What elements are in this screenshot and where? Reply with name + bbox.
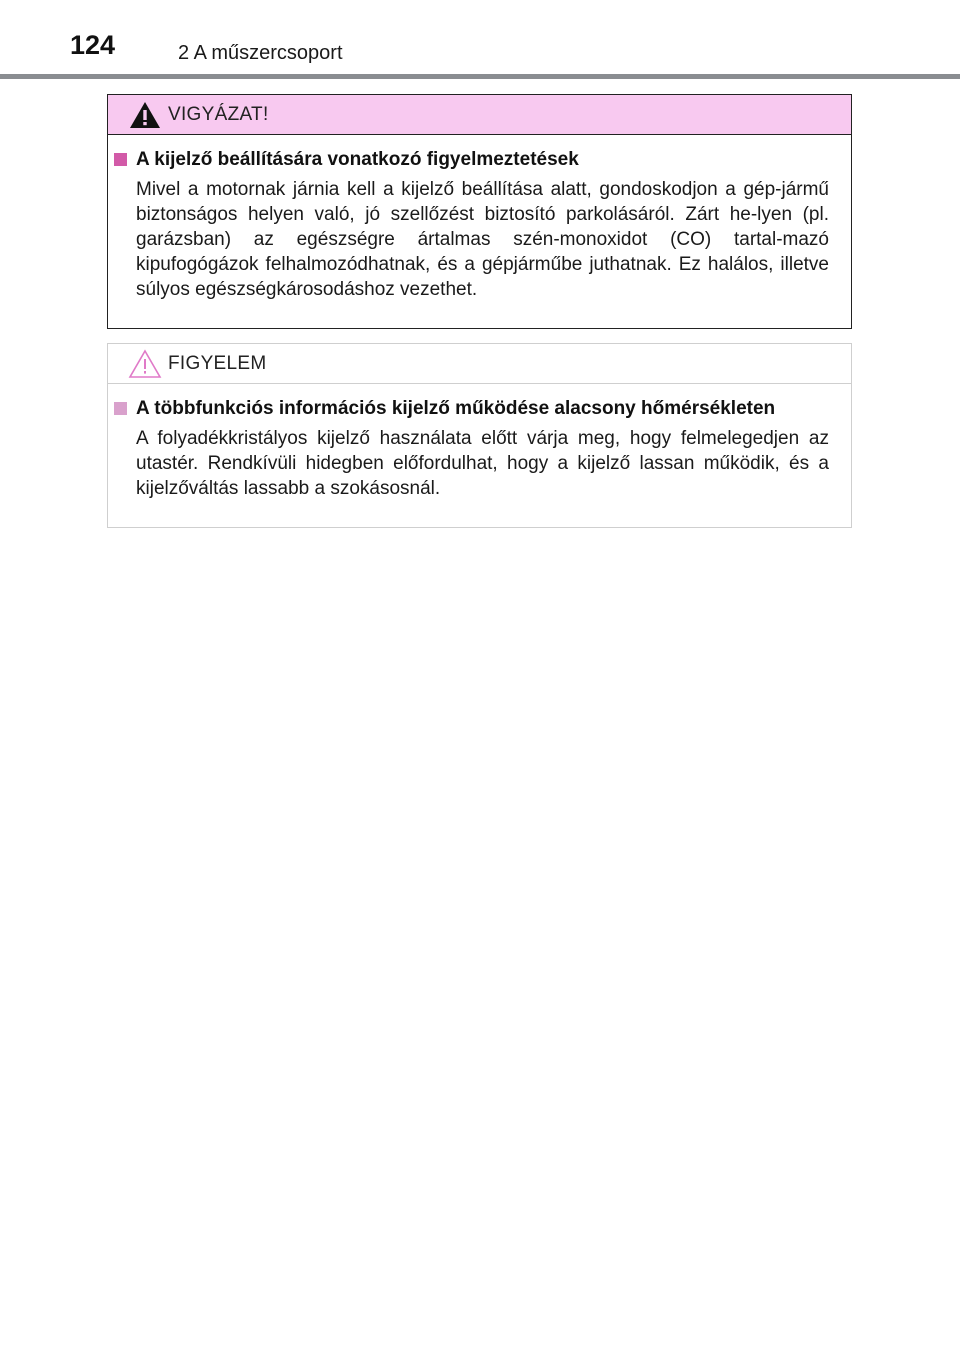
- warning-box-header: [108, 95, 851, 135]
- notice-item-title: [136, 398, 839, 420]
- page-number: 124: [70, 30, 116, 60]
- warning-box-body: [108, 135, 851, 302]
- warning-box: [107, 94, 852, 329]
- warning-triangle-icon: [128, 100, 162, 130]
- warning-label: VIGYÁZAT!: [168, 104, 269, 125]
- warning-item-text: Mivel a motornak járnia kell a kijelző beállítása alatt, gondoskodjon a gép-jármű biztonságos helyen való, jó szellőzést biztosító parkolásáról. Zárt he-lyen (pl. garázsban) az egészségre ártalmas szén-monoxidot (CO) tartal-mazó kipufogógázok felhalmozódhatnak, és a gépjárműbe juthatnak. Ez halálos, illetve súlyos egészségkárosodáshoz vezethet.: [136, 179, 829, 300]
- notice-item-text: A folyadékkristályos kijelző használata előtt várja meg, hogy felmelegedjen az utastér. Rendkívüli hidegben előfordulhat, hogy a kijelző lassan működik, és a kijelzőváltás lassabb a szokásosnál.: [136, 428, 829, 499]
- square-bullet-icon: [114, 153, 127, 166]
- notice-box: [107, 343, 852, 528]
- square-bullet-icon: [114, 402, 127, 415]
- section-title: 2 A műszercsoport: [178, 42, 343, 64]
- notice-label: FIGYELEM: [168, 353, 267, 374]
- notice-box-body: [108, 384, 851, 501]
- warning-item-title-text: A kijelző beállítására vonatkozó figyelmeztetések: [136, 149, 579, 170]
- page-header: [0, 0, 960, 80]
- caution-triangle-outline-icon: [128, 349, 162, 379]
- notice-item-title-text: A többfunkciós információs kijelző működése alacsony hőmérsékleten: [136, 398, 776, 419]
- header-rule: [0, 74, 960, 79]
- notice-box-header: [108, 344, 851, 384]
- warning-item-title: [136, 149, 839, 171]
